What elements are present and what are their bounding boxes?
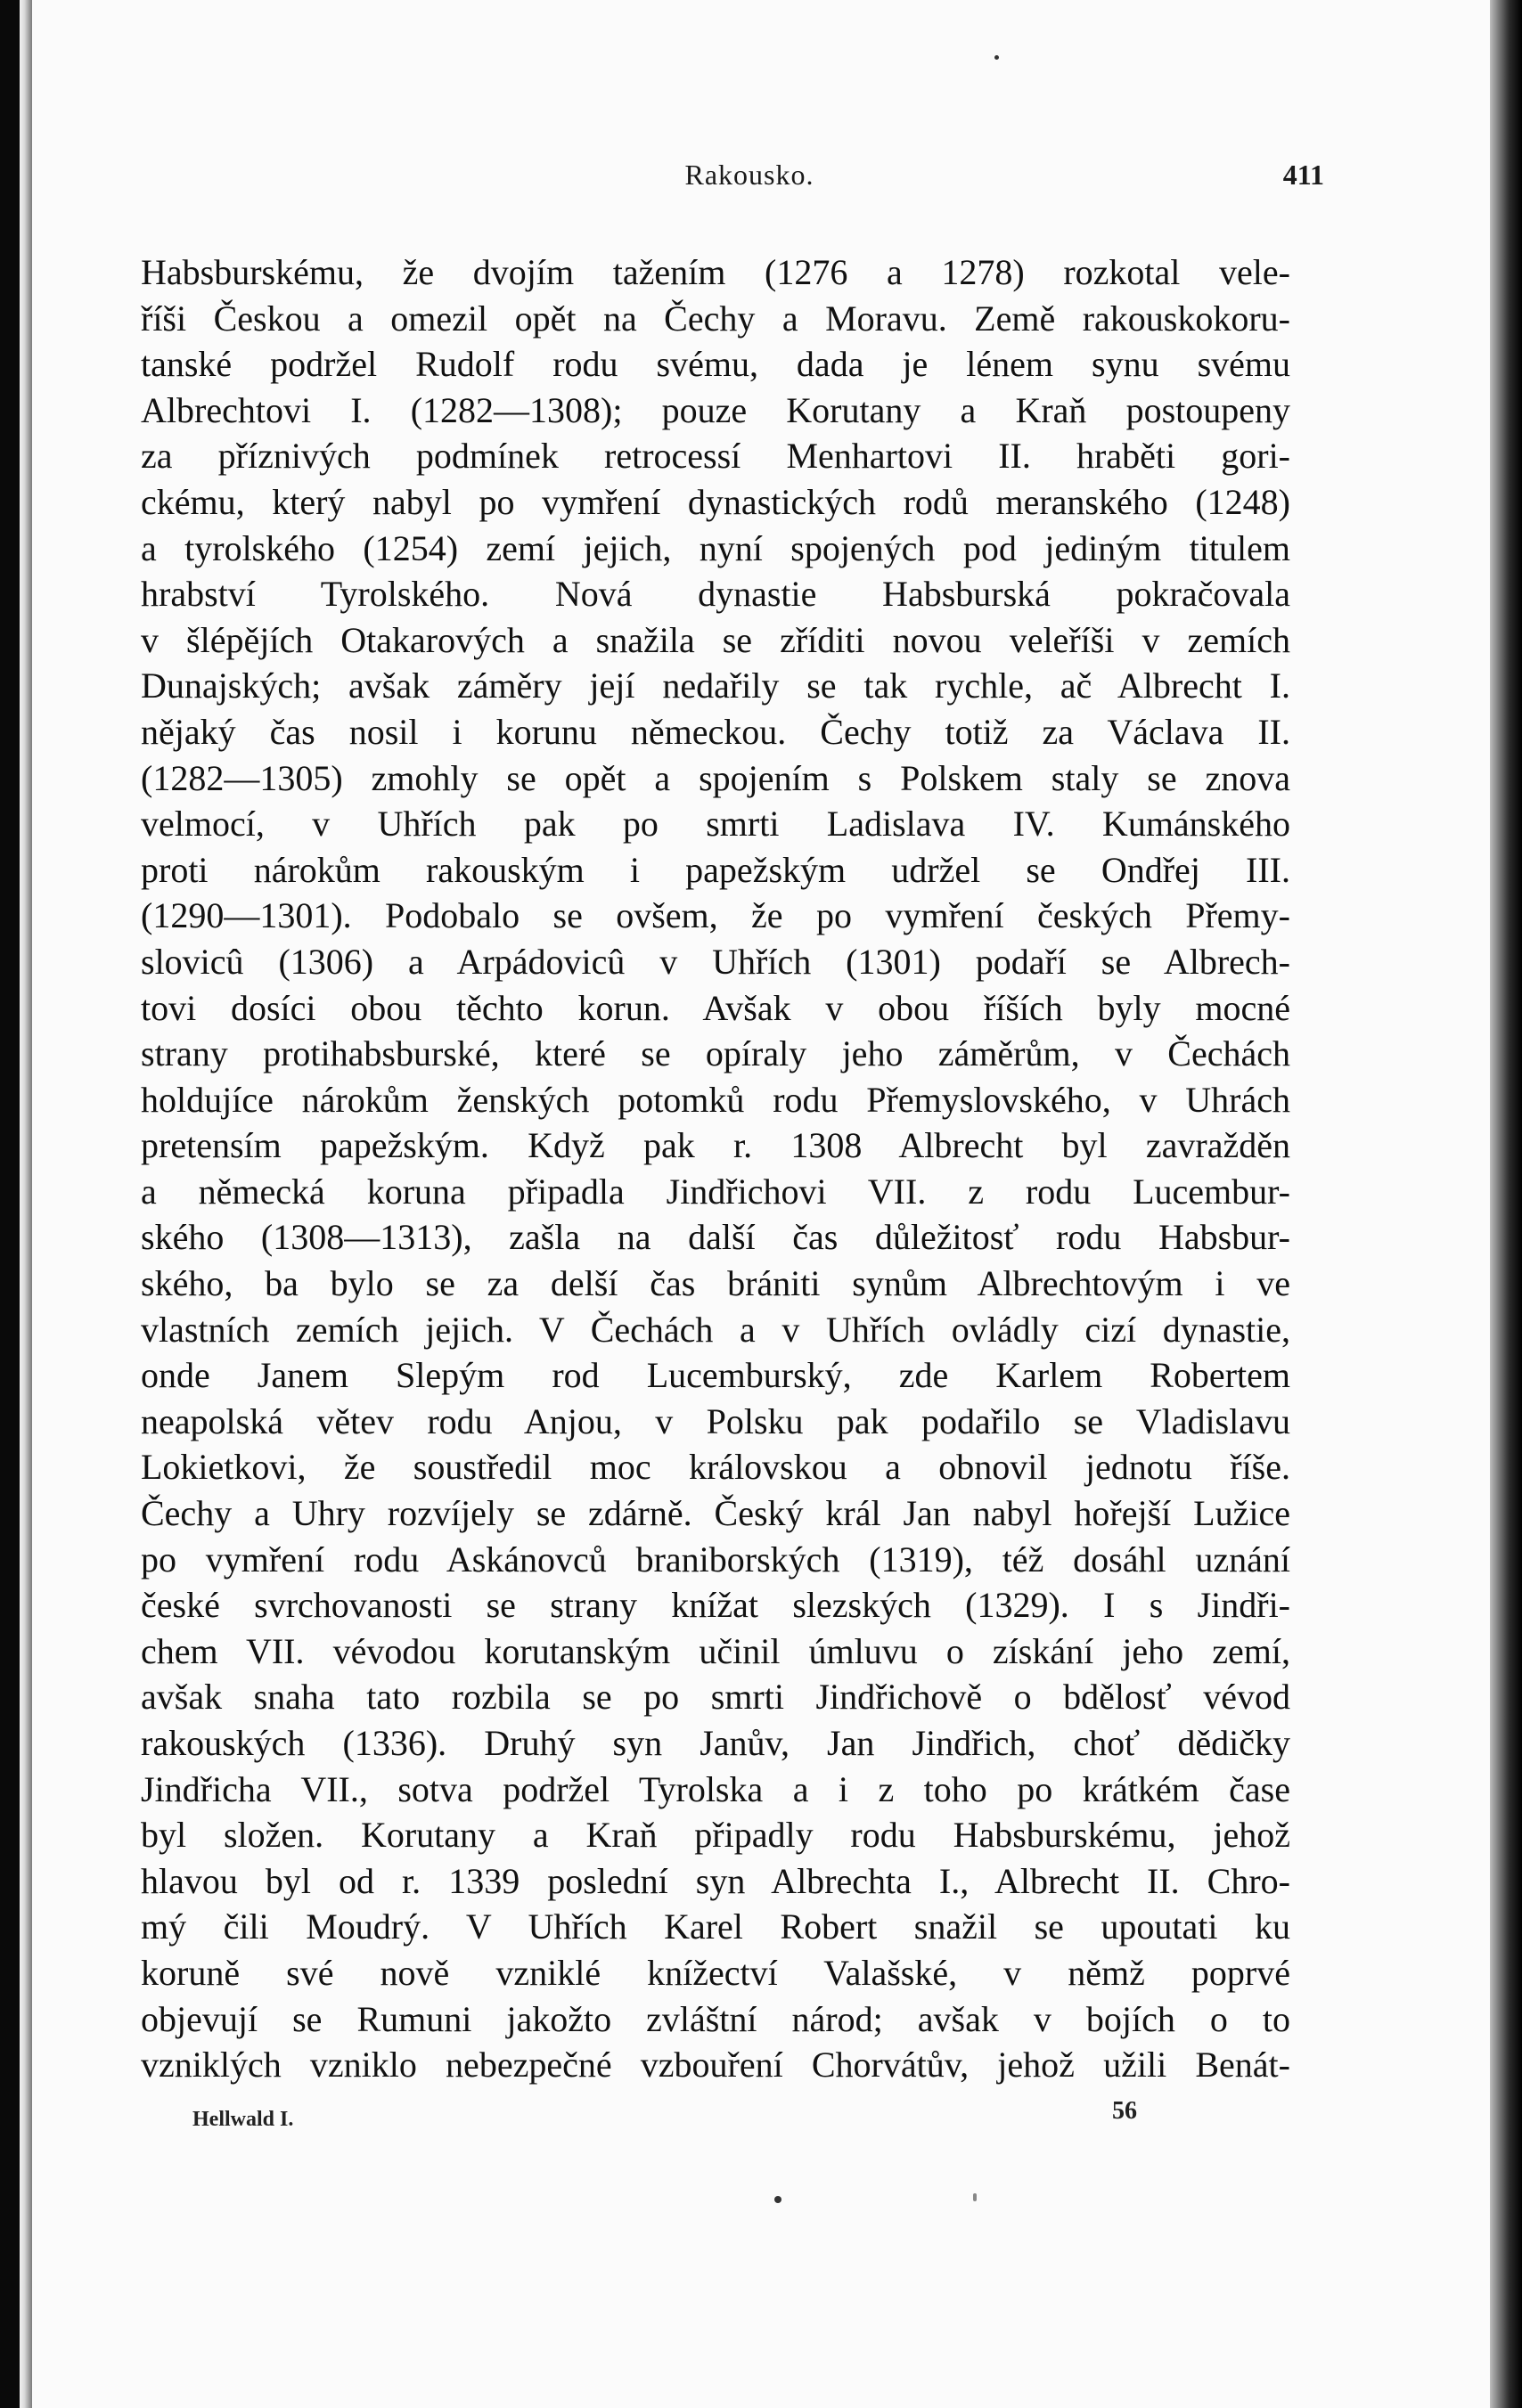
text-line: rakouských (1336). Druhý syn Janův, Jan Jindřich, choť dědičky: [141, 1723, 1290, 1763]
text-line: po vymření rodu Askánovců braniborských (1319), též dosáhl uznání: [141, 1539, 1290, 1579]
text-line: tanské podržel Rudolf rodu svému, dada je lénem synu svému: [141, 344, 1290, 385]
text-line: v šlépějích Otakarových a snažila se zříditi novou veleříši v zemích: [141, 619, 1290, 660]
text-line: říši Českou a omezil opět na Čechy a Moravu. Země rakouskokoru-: [141, 298, 1290, 339]
text-line: vzniklých vzniklo nebezpečné vzbouření Chorvátův, jehož užili Benát-: [141, 2045, 1290, 2086]
page-right-shadow: [1490, 0, 1522, 2408]
text-line: pretensím papežským. Když pak r. 1308 Albrecht byl zavražděn: [141, 1125, 1290, 1166]
signature-mark: Hellwald I.: [192, 2108, 294, 2131]
text-line: onde Janem Slepým rod Lucemburský, zde Karlem Robertem: [141, 1355, 1290, 1396]
text-line: (1290—1301). Podobalo se ovšem, že po vymření českých Přemy-: [141, 895, 1290, 936]
text-line: české svrchovanosti se strany knížat slezských (1329). I s Jindři-: [141, 1585, 1290, 1626]
text-line: avšak snaha tato rozbila se po smrti Jindřichově o bdělosť vévod: [141, 1677, 1290, 1718]
text-line: ského, ba bylo se za delší čas brániti synům Albrechtovým i ve: [141, 1263, 1290, 1304]
sheet-number: 56: [1112, 2097, 1137, 2125]
body-text: [141, 249, 1290, 2088]
text-line: tovi dosíci obou těchto korun. Avšak v obou říších byly mocné: [141, 987, 1290, 1028]
text-line: chem VII. vévodou korutanským učinil úmluvu o získání jeho zemí,: [141, 1630, 1290, 1671]
text-line: byl složen. Korutany a Kraň připadly rodu Habsburskému, jehož: [141, 1815, 1290, 1856]
scan-dark-margin: [0, 0, 20, 2408]
text-line: Čechy a Uhry rozvíjely se zdárně. Český král Jan nabyl hořejší Lužice: [141, 1493, 1290, 1534]
text-line: ckému, který nabyl po vymření dynastických rodů meranského (1248): [141, 481, 1290, 522]
text-line: Dunajských; avšak záměry její nedařily se tak rychle, ač Albrecht I.: [141, 665, 1290, 706]
text-line: (1282—1305) zmohly se opět a spojením s Polskem staly se znova: [141, 757, 1290, 798]
text-line: Habsburskému, že dvojím tažením (1276 a 1278) rozkotal vele-: [141, 252, 1290, 292]
running-title: Rakousko.: [684, 159, 814, 191]
text-line: Lokietkovi, že soustředil moc královskou a obnovil jednotu říše.: [141, 1447, 1290, 1488]
text-line: neapolská větev rodu Anjou, v Polsku pak podařilo se Vladislavu: [141, 1400, 1290, 1441]
text-line: vlastních zemích jejich. V Čechách a v Uhřích ovládly cizí dynastie,: [141, 1309, 1290, 1350]
book-page: [32, 0, 1490, 2408]
text-line: slovicû (1306) a Arpádovicû v Uhřích (1301) podaří se Albrech-: [141, 941, 1290, 982]
text-line: nějaký čas nosil i korunu německou. Čechy totiž za Václava II.: [141, 711, 1290, 752]
page-number: 411: [1282, 159, 1324, 191]
text-line: hrabství Tyrolského. Nová dynastie Habsburská pokračovala: [141, 574, 1290, 615]
text-line: ského (1308—1313), zašla na další čas důležitosť rodu Habsbur-: [141, 1217, 1290, 1258]
text-line: za příznivých podmínek retrocessí Menhartovi II. hraběti gori-: [141, 436, 1290, 477]
text-line: hlavou byl od r. 1339 poslední syn Albrechta I., Albrecht II. Chro-: [141, 1860, 1290, 1901]
text-line: Albrechtovi I. (1282—1308); pouze Korutany a Kraň postoupeny: [141, 389, 1290, 430]
text-line: velmocí, v Uhřích pak po smrti Ladislava IV. Kumánského: [141, 804, 1290, 845]
page-spine-edge: [20, 0, 32, 2408]
scan-speck: [994, 55, 999, 60]
text-line: a tyrolského (1254) zemí jejich, nyní spojených pod jediným titulem: [141, 527, 1290, 568]
text-line: holdujíce nárokům ženských potomků rodu Přemyslovského, v Uhrách: [141, 1079, 1290, 1120]
running-head: [175, 159, 1324, 203]
scan-speck: [774, 2196, 781, 2203]
text-line: Jindřicha VII., sotva podržel Tyrolska a i z toho po krátkém čase: [141, 1768, 1290, 1809]
text-line: mý čili Moudrý. V Uhřích Karel Robert snažil se upoutati ku: [141, 1906, 1290, 1947]
text-line: a německá koruna připadla Jindřichovi VII. z rodu Lucembur-: [141, 1171, 1290, 1212]
text-line: strany protihabsburské, které se opíraly jeho záměrům, v Čechách: [141, 1033, 1290, 1074]
text-line: objevují se Rumuni jakožto zvláštní národ; avšak v bojích o to: [141, 1998, 1290, 2039]
text-line: proti nárokům rakouským i papežským udržel se Ondřej III.: [141, 849, 1290, 890]
scan-speck: [973, 2193, 977, 2201]
text-line: koruně své nově vzniklé knížectví Valašské, v němž poprvé: [141, 1952, 1290, 1993]
